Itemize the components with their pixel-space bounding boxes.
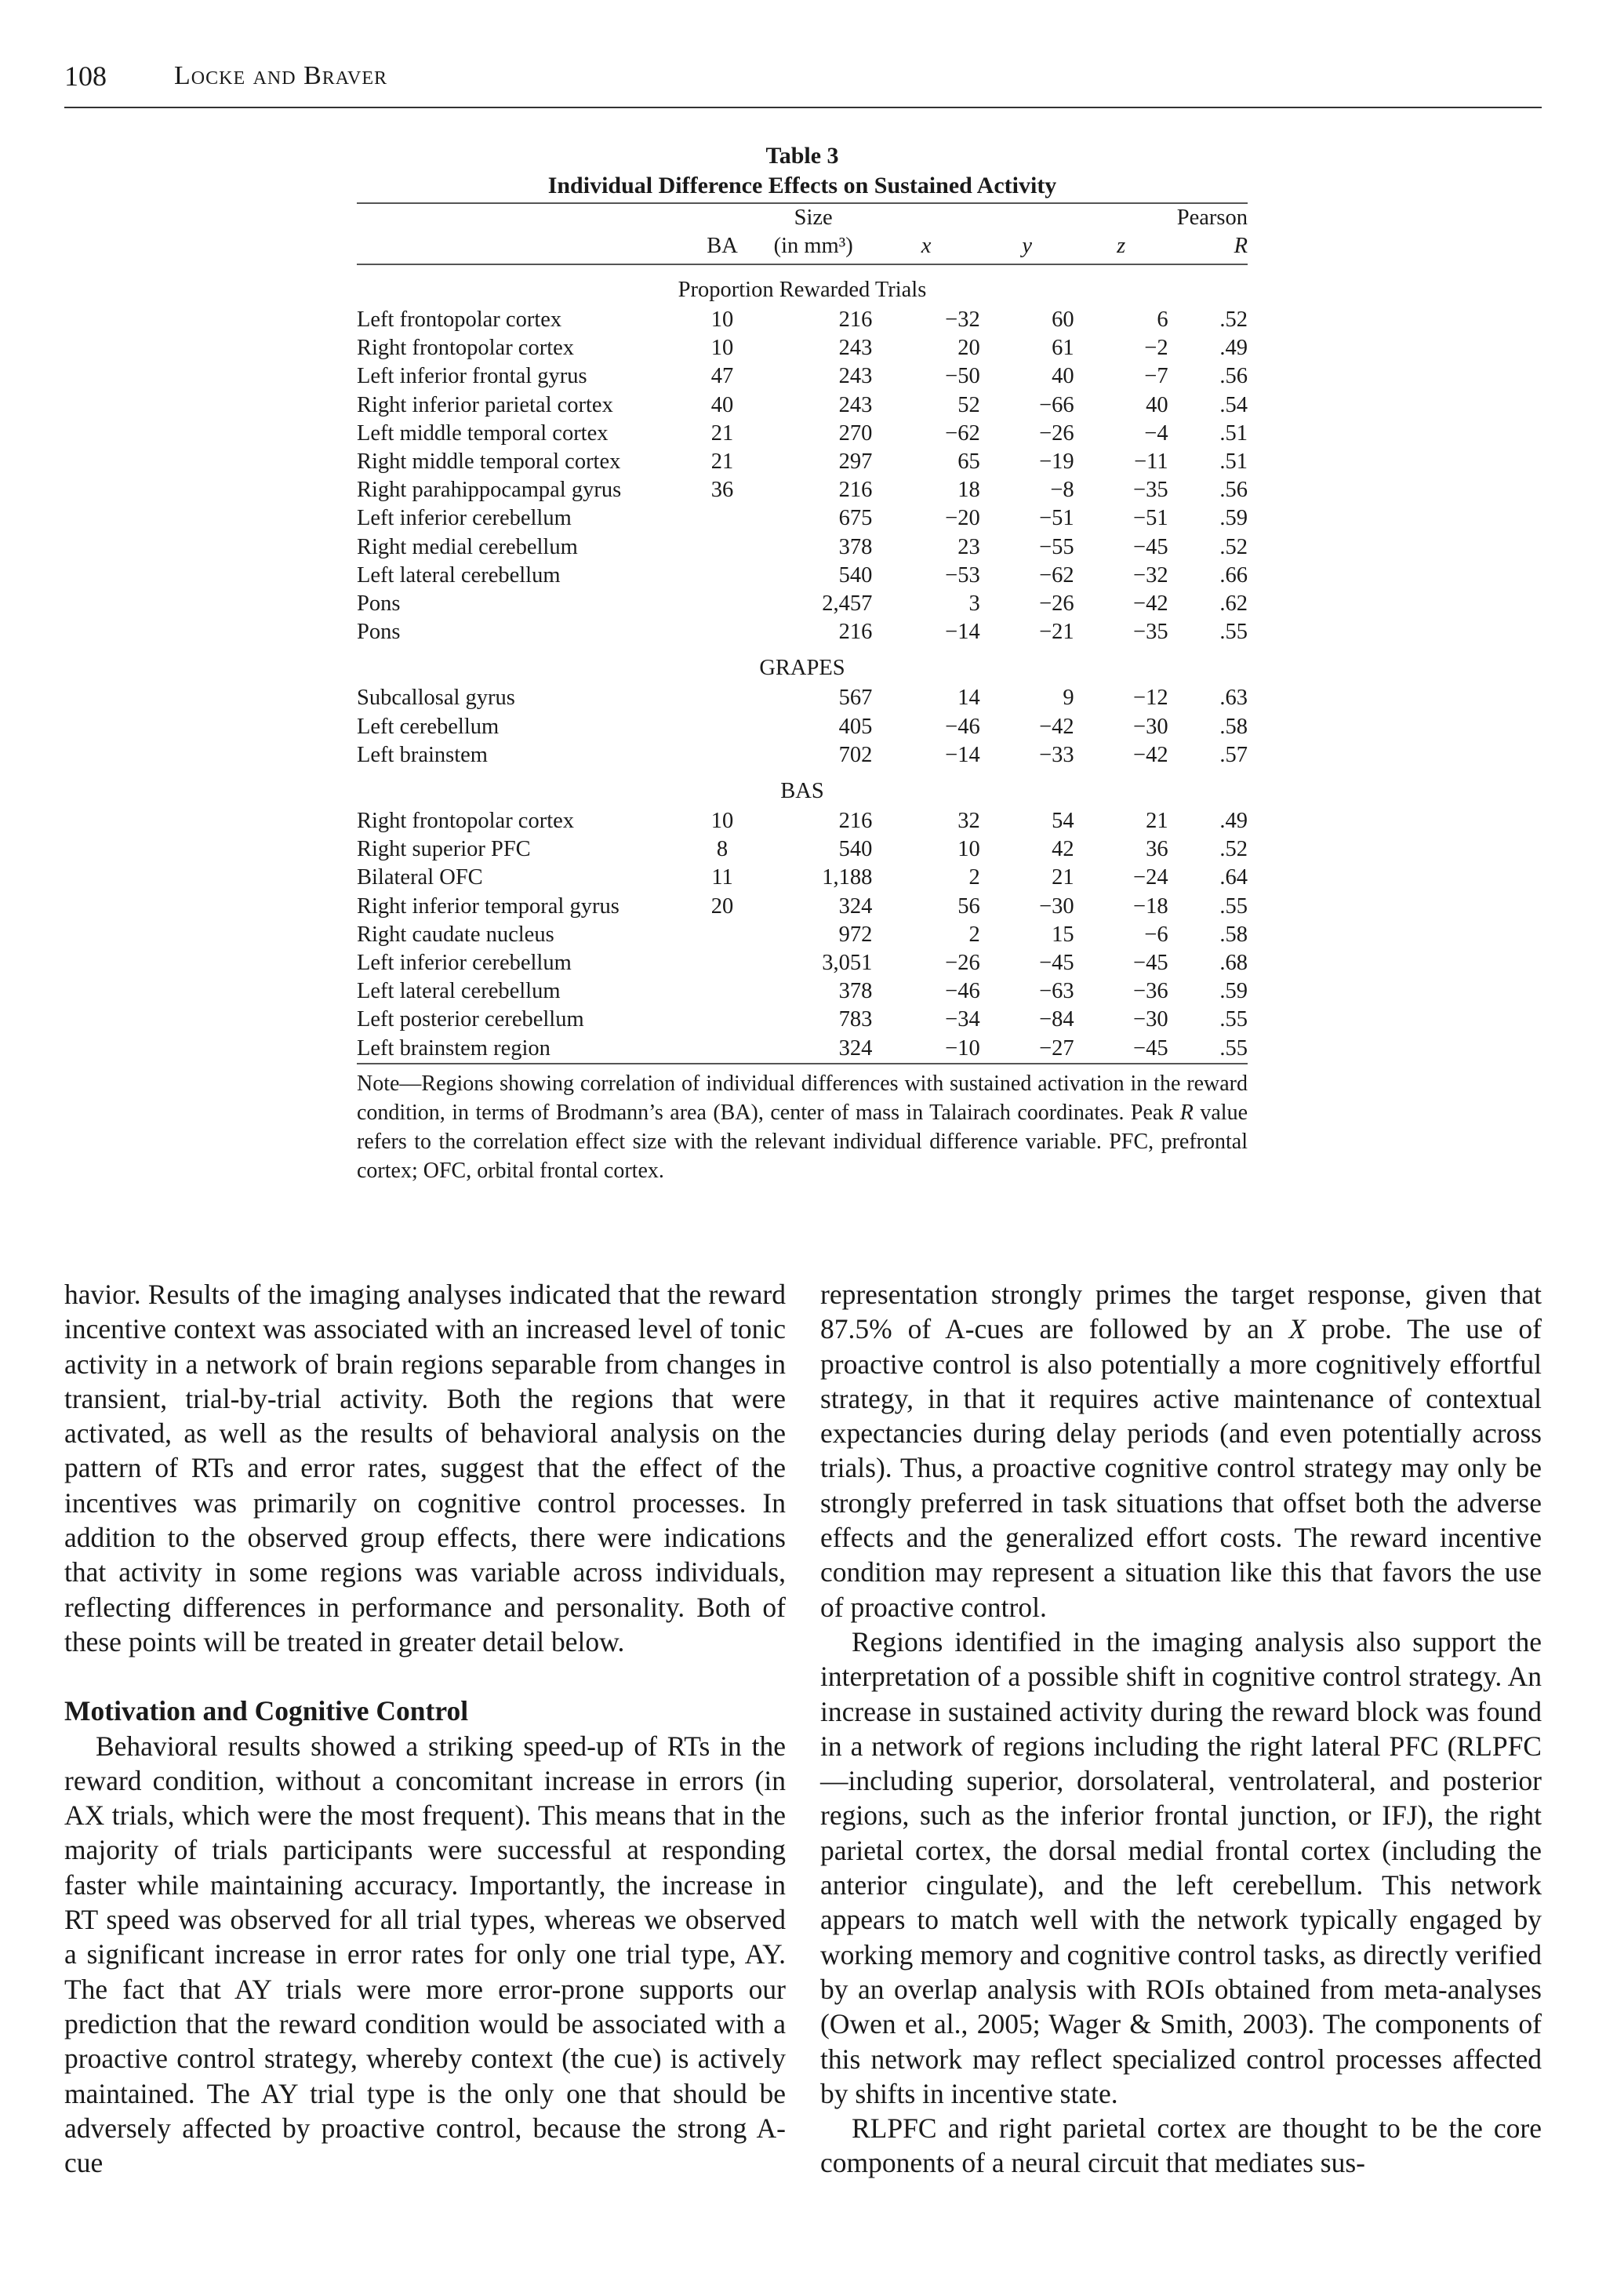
cell-y: −63 (1039, 979, 1074, 1004)
cell-y: −84 (1039, 1007, 1074, 1032)
cell-z: 6 (1157, 307, 1168, 332)
cell-y: −30 (1039, 893, 1074, 919)
table-row (357, 562, 1248, 590)
cell-r: .56 (1219, 478, 1248, 503)
cell-size: 324 (838, 1035, 873, 1061)
cell-z: −45 (1133, 1035, 1168, 1061)
cell-r: .52 (1219, 307, 1248, 332)
cell-r: .49 (1219, 336, 1248, 361)
cell-x: 3 (968, 591, 980, 617)
cell-size: 405 (838, 714, 873, 739)
cell-size: 540 (838, 562, 873, 588)
cell-y: −26 (1039, 591, 1074, 617)
table-note (357, 1063, 1248, 1185)
col-x: x (872, 232, 979, 264)
left-column (64, 1277, 786, 2180)
cell-region: Right frontopolar cortex (357, 809, 575, 834)
cell-region: Pons (357, 591, 401, 617)
cell-x: 20 (957, 336, 980, 361)
cell-x: −20 (945, 506, 980, 531)
cell-size: 702 (838, 742, 873, 767)
cell-z: 21 (1146, 809, 1168, 834)
table-row (357, 921, 1248, 949)
cell-y: −19 (1039, 449, 1074, 475)
data-table (357, 204, 1248, 1063)
cell-ba (690, 533, 754, 562)
cell-ba (690, 713, 754, 741)
cell-r: .56 (1219, 364, 1248, 389)
cell-region: Right middle temporal cortex (357, 449, 621, 475)
right-p1-x: X (1288, 1313, 1306, 1345)
cell-region: Pons (357, 620, 401, 645)
cell-r: .55 (1219, 1035, 1248, 1061)
section-title: GRAPES (759, 656, 845, 681)
col-size-top: Size (794, 206, 833, 230)
cell-region: Right caudate nucleus (357, 922, 554, 947)
table-row (357, 684, 1248, 712)
cell-size: 567 (838, 686, 873, 711)
cell-z: −2 (1144, 336, 1168, 361)
cell-x: 56 (957, 893, 980, 919)
cell-z: −6 (1144, 922, 1168, 947)
cell-z: −51 (1133, 506, 1168, 531)
cell-r: .55 (1219, 620, 1248, 645)
cell-y: −21 (1039, 620, 1074, 645)
cell-region: Left cerebellum (357, 714, 500, 739)
cell-r: .59 (1219, 979, 1248, 1004)
cell-ba: 10 (710, 336, 734, 361)
cell-region: Right inferior temporal gyrus (357, 893, 620, 919)
cell-size: 378 (838, 534, 873, 559)
table-title: Individual Difference Effects on Sustained Activity (547, 173, 1057, 198)
cell-size: 216 (838, 620, 873, 645)
cell-y: 21 (1052, 865, 1074, 890)
cell-ba (690, 977, 754, 1006)
cell-r: .59 (1219, 506, 1248, 531)
cell-region: Left inferior cerebellum (357, 951, 572, 976)
cell-x: 2 (968, 922, 980, 947)
table-body (357, 264, 1248, 1063)
cell-r: .63 (1219, 686, 1248, 711)
cell-ba (690, 562, 754, 590)
cell-x: −46 (945, 979, 980, 1004)
cell-z: −30 (1133, 1007, 1168, 1032)
table-row (357, 835, 1248, 864)
table-row (357, 618, 1248, 646)
cell-z: 36 (1146, 837, 1168, 862)
cell-region: Left middle temporal cortex (357, 420, 609, 446)
cell-size: 297 (838, 449, 873, 475)
table-row (357, 864, 1248, 892)
cell-size: 2,457 (822, 591, 873, 617)
cell-x: 65 (957, 449, 980, 475)
table-row (357, 448, 1248, 476)
cell-ba: 8 (716, 837, 729, 862)
cell-size: 3,051 (822, 951, 873, 976)
cell-z: −35 (1133, 620, 1168, 645)
cell-region: Left lateral cerebellum (357, 979, 561, 1004)
cell-y: −51 (1039, 506, 1074, 531)
cell-z: −42 (1133, 742, 1168, 767)
col-r-bottom: R (1168, 232, 1248, 264)
cell-ba: 10 (710, 307, 734, 332)
table-row (357, 504, 1248, 533)
cell-y: 42 (1052, 837, 1074, 862)
cell-x: −14 (945, 620, 980, 645)
cell-z: −4 (1144, 420, 1168, 446)
cell-y: −27 (1039, 1035, 1074, 1061)
cell-y: −62 (1039, 562, 1074, 588)
cell-x: −53 (945, 562, 980, 588)
right-paragraph-3: RLPFC and right parietal cortex are thought to be the core components of a neural circuit that mediates sus- (820, 2112, 1542, 2179)
cell-y: −8 (1050, 478, 1074, 503)
cell-region: Subcallosal gyrus (357, 686, 515, 711)
col-r-top: Pearson (1176, 206, 1248, 230)
cell-x: −32 (945, 307, 980, 332)
cell-ba (690, 590, 754, 618)
cell-region: Left brainstem (357, 742, 488, 767)
table-row (357, 893, 1248, 921)
table-row (357, 420, 1248, 448)
col-ba: BA (690, 232, 754, 264)
cell-size: 216 (838, 307, 873, 332)
col-y: y (980, 232, 1074, 264)
cell-z: −35 (1133, 478, 1168, 503)
table-row (357, 949, 1248, 977)
cell-z: −42 (1133, 591, 1168, 617)
cell-y: 15 (1052, 922, 1074, 947)
note-r: R (1179, 1100, 1194, 1125)
note-part-1: Note—Regions showing correlation of individual differences with sustained activation in the reward condition, in terms of Brodmann’s area (BA), center of mass in Talairach coordinates. Peak (357, 1071, 1248, 1125)
cell-size: 270 (838, 420, 873, 446)
cell-size: 783 (838, 1007, 873, 1032)
col-size-bottom: (in mm³) (754, 232, 872, 264)
cell-region: Right medial cerebellum (357, 534, 578, 559)
cell-region: Left frontopolar cortex (357, 307, 562, 332)
cell-z: −7 (1144, 364, 1168, 389)
cell-region: Left posterior cerebellum (357, 1007, 584, 1032)
cell-z: 40 (1146, 392, 1168, 417)
cell-r: .62 (1219, 591, 1248, 617)
cell-size: 216 (838, 478, 873, 503)
cell-region: Left lateral cerebellum (357, 562, 561, 588)
cell-y: −33 (1039, 742, 1074, 767)
running-authors: Locke and Braver (174, 61, 388, 90)
cell-x: 18 (957, 478, 980, 503)
cell-region: Bilateral OFC (357, 865, 483, 890)
cell-y: 61 (1052, 336, 1074, 361)
cell-x: −14 (945, 742, 980, 767)
section-header (357, 646, 1248, 684)
table-row (357, 977, 1248, 1006)
cell-r: .64 (1219, 865, 1248, 890)
cell-size: 972 (838, 922, 873, 947)
cell-r: .57 (1219, 742, 1248, 767)
right-p1-b: probe. The use of proactive control is also potentially a more cognitively effortful strategy, in that it requires active maintenance of contextual expectancies during delay periods (and even potentially across trials). Thus, a proactive cognitive control strategy may only be strongly preferred in task situations that offset both the adverse effects and the generalized effort costs. The reward incentive condition may represent a situation like this that favors the use of proactive control. (820, 1313, 1542, 1623)
cell-ba: 21 (710, 449, 734, 475)
cell-z: −24 (1133, 865, 1168, 890)
cell-region: Right inferior parietal cortex (357, 392, 613, 417)
section-title: Proportion Rewarded Trials (678, 278, 927, 302)
cell-size: 324 (838, 893, 873, 919)
cell-ba (690, 1006, 754, 1034)
cell-x: −46 (945, 714, 980, 739)
cell-region: Left inferior cerebellum (357, 506, 572, 531)
table-row (357, 1035, 1248, 1063)
cell-z: −36 (1133, 979, 1168, 1004)
cell-r: .51 (1219, 420, 1248, 446)
cell-size: 378 (838, 979, 873, 1004)
cell-region: Right parahippocampal gyrus (357, 478, 622, 503)
cell-ba: 20 (710, 893, 734, 919)
table-row (357, 741, 1248, 770)
table-row (357, 533, 1248, 562)
cell-r: .49 (1219, 809, 1248, 834)
cell-z: −32 (1133, 562, 1168, 588)
left-paragraph-2: Behavioral results showed a striking speed-up of RTs in the reward condition, without a concomitant increase in errors (in AX trials, which were the most frequent). This means that in the majority of trials participants were successful at responding faster while maintaining accuracy. Importantly, the increase in RT speed was observed for all trial types, whereas we observed a significant increase in error rates for only one trial type, AY. The fact that AY trials were more error-prone supports our prediction that the reward condition would be associated with a proactive control strategy, whereby context (the cue) is actively maintained. The AY trial type is the only one that should be adversely affected by proactive control, because the strong A-cue (64, 1730, 786, 2179)
cell-ba: 10 (710, 809, 734, 834)
section-heading: Motivation and Cognitive Control (64, 1695, 469, 1727)
cell-x: 2 (968, 865, 980, 890)
cell-ba: 47 (710, 364, 734, 389)
note-part-2: value refers to the correlation effect size with the relevant individual difference variable. PFC, prefrontal cortex; OFC, orbital frontal cortex. (357, 1100, 1248, 1183)
cell-x: 52 (957, 392, 980, 417)
cell-z: −11 (1134, 449, 1168, 475)
cell-r: .51 (1219, 449, 1248, 475)
cell-r: .66 (1219, 562, 1248, 588)
cell-x: 23 (957, 534, 980, 559)
cell-r: .55 (1219, 1007, 1248, 1032)
running-header (64, 60, 1542, 108)
cell-size: 1,188 (822, 865, 873, 890)
cell-x: 32 (957, 809, 980, 834)
cell-ba: 36 (710, 478, 734, 503)
cell-y: 60 (1052, 307, 1074, 332)
cell-region: Right frontopolar cortex (357, 336, 575, 361)
cell-r: .54 (1219, 392, 1248, 417)
cell-y: −26 (1039, 420, 1074, 446)
cell-z: −30 (1133, 714, 1168, 739)
table-row (357, 306, 1248, 334)
page-number: 108 (64, 60, 107, 92)
cell-ba (690, 921, 754, 949)
cell-r: .52 (1219, 837, 1248, 862)
cell-ba (690, 684, 754, 712)
table-row (357, 713, 1248, 741)
right-paragraph-1 (820, 1277, 1542, 1625)
table-row (357, 362, 1248, 391)
cell-ba: 40 (710, 392, 734, 417)
right-p1-a: representation strongly primes the target response, given that 87.5% of A-cues are followed by an (820, 1279, 1542, 1345)
table-row (357, 476, 1248, 504)
cell-y: 9 (1063, 686, 1074, 711)
cell-x: −26 (945, 951, 980, 976)
cell-size: 243 (838, 392, 873, 417)
cell-r: .55 (1219, 893, 1248, 919)
cell-r: .58 (1219, 922, 1248, 947)
cell-r: .58 (1219, 714, 1248, 739)
cell-ba: 21 (710, 420, 734, 446)
cell-r: .68 (1219, 951, 1248, 976)
cell-x: 14 (957, 686, 980, 711)
cell-z: −18 (1133, 893, 1168, 919)
cell-y: 54 (1052, 809, 1074, 834)
cell-region: Right superior PFC (357, 837, 531, 862)
table-label: Table 3 (765, 143, 839, 169)
cell-y: −55 (1039, 534, 1074, 559)
cell-x: −50 (945, 364, 980, 389)
left-paragraph-1: havior. Results of the imaging analyses indicated that the reward incentive context was associated with an increased level of tonic activity in a network of brain regions separable from changes in transient, trial-by-trial activity. Both the regions that were activated, as well as the results of behavioral analysis on the pattern of RTs and error rates, suggest that the effect of the incentives was primarily on cognitive control processes. In addition to the observed group effects, there were indications that activity in some regions was variable across individuals, reflecting differences in performance and personality. Both of these points will be treated in greater detail below. (64, 1279, 786, 1657)
table-row (357, 334, 1248, 362)
col-z: z (1074, 232, 1168, 264)
section-title: BAS (780, 779, 824, 804)
table-row (357, 1006, 1248, 1034)
cell-ba: 11 (711, 865, 733, 890)
table-row (357, 590, 1248, 618)
table-row (357, 807, 1248, 835)
cell-size: 216 (838, 809, 873, 834)
table-row (357, 391, 1248, 420)
cell-region: Left inferior frontal gyrus (357, 364, 587, 389)
cell-size: 243 (838, 364, 873, 389)
table-3 (357, 141, 1248, 1185)
cell-ba (690, 1035, 754, 1063)
cell-y: −45 (1039, 951, 1074, 976)
section-header (357, 770, 1248, 807)
cell-y: 40 (1052, 364, 1074, 389)
cell-x: −10 (945, 1035, 980, 1061)
right-column (820, 1277, 1542, 2181)
cell-size: 675 (838, 506, 873, 531)
cell-z: −45 (1133, 534, 1168, 559)
cell-r: .52 (1219, 534, 1248, 559)
cell-z: −12 (1133, 686, 1168, 711)
cell-ba (690, 741, 754, 770)
cell-x: −62 (945, 420, 980, 446)
cell-x: −34 (945, 1007, 980, 1032)
cell-z: −45 (1133, 951, 1168, 976)
cell-ba (690, 949, 754, 977)
cell-y: −66 (1039, 392, 1074, 417)
cell-size: 540 (838, 837, 873, 862)
cell-size: 243 (838, 336, 873, 361)
cell-ba (690, 504, 754, 533)
cell-ba (690, 618, 754, 646)
cell-x: 10 (957, 837, 980, 862)
cell-y: −42 (1039, 714, 1074, 739)
section-header (357, 264, 1248, 306)
cell-region: Left brainstem region (357, 1035, 550, 1061)
right-paragraph-2: Regions identified in the imaging analysis also support the interpretation of a possible shift in cognitive control strategy. An increase in sustained activity during the reward block was found in a network of regions including the right lateral PFC (RLPFC—including superior, dorsolateral, ventrolateral, and posterior regions, such as the inferior frontal junction, or IFJ), the right parietal cortex, the dorsal medial frontal cortex (including the anterior cingulate), and the left cerebellum. This network appears to match well with the network typically engaged by working memory and cognitive control tasks, as directly verified by an overlap analysis with ROIs obtained from meta-analyses (Owen et al., 2005; Wager & Smith, 2003). The components of this network may reflect specialized control processes affected by shifts in incentive state. (820, 1625, 1542, 2109)
